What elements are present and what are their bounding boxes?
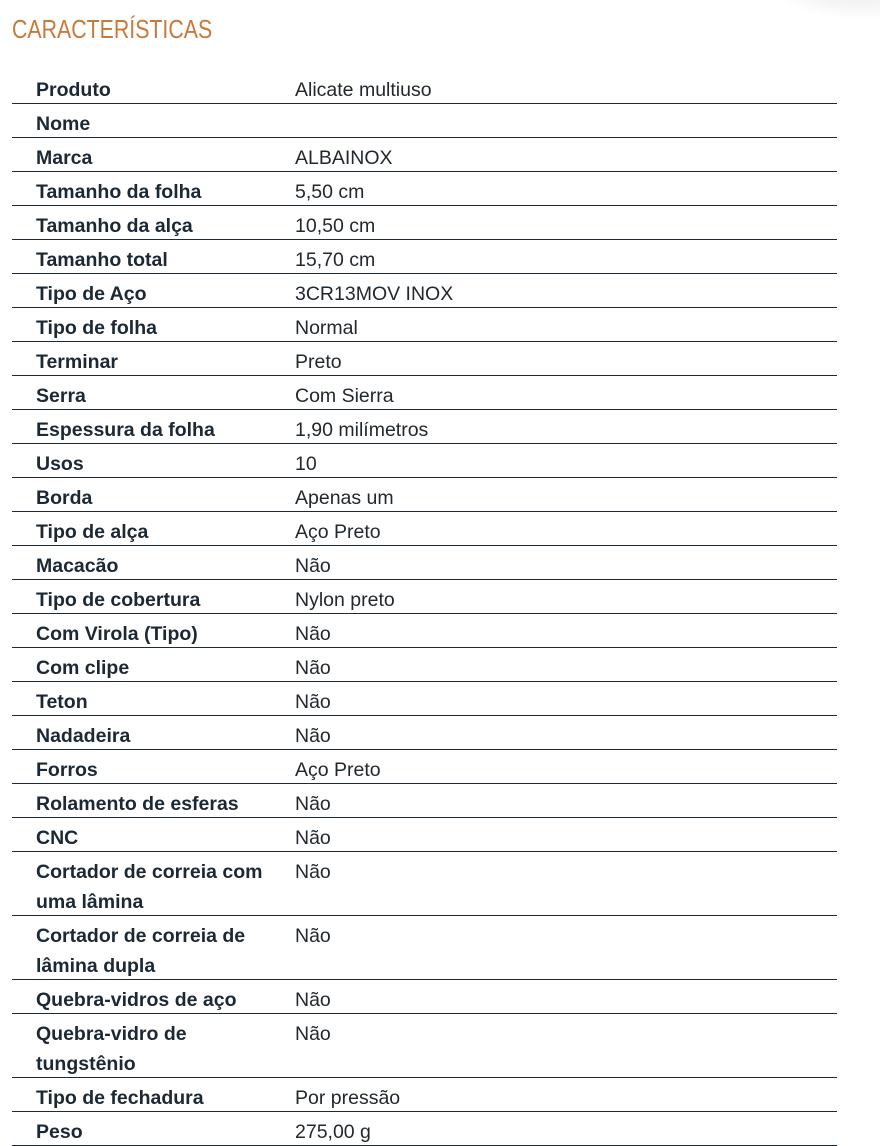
spec-row-cortador-uma-lamina (12, 852, 837, 916)
spec-row-tamanho-folha (12, 172, 837, 206)
spec-row-usos (12, 444, 837, 478)
spec-row-cortador-lamina-dupla (12, 916, 837, 980)
spec-value: Nylon preto (295, 589, 395, 611)
spec-value: 3CR13MOV INOX (295, 283, 454, 305)
spec-value: 275,00 g (295, 1121, 371, 1143)
spec-label: Nome (36, 113, 91, 135)
spec-value: Aço Preto (295, 521, 381, 543)
spec-value: Não (295, 793, 331, 815)
spec-value: Apenas um (295, 487, 394, 509)
spec-row-macacao (12, 546, 837, 580)
spec-label: Rolamento de esferas (36, 793, 239, 815)
spec-label: Tamanho total (36, 249, 168, 271)
spec-row-tamanho-total (12, 240, 837, 274)
spec-row-produto (12, 70, 837, 104)
spec-value: Não (295, 1023, 331, 1045)
spec-row-tipo-alca (12, 512, 837, 546)
spec-label: Serra (36, 385, 86, 407)
spec-label: Usos (36, 453, 84, 475)
spec-row-espessura-folha (12, 410, 837, 444)
spec-row-com-clipe (12, 648, 837, 682)
spec-row-peso (12, 1112, 837, 1146)
spec-row-quebra-vidro-tungstenio (12, 1014, 837, 1078)
spec-label: Tipo de fechadura (36, 1087, 204, 1109)
spec-value: Não (295, 691, 331, 713)
spec-row-teton (12, 682, 837, 716)
spec-value: Não (295, 989, 331, 1011)
spec-value: 5,50 cm (295, 181, 365, 203)
spec-row-com-virola (12, 614, 837, 648)
spec-row-tipo-folha (12, 308, 837, 342)
spec-label: Com Virola (Tipo) (36, 623, 198, 645)
spec-value (295, 104, 837, 109)
spec-row-quebra-vidros-aco (12, 980, 837, 1014)
spec-label: Cortador de correia com uma lâmina (36, 861, 263, 913)
spec-row-rolamento (12, 784, 837, 818)
spec-value: Com Sierra (295, 385, 394, 407)
spec-value: Normal (295, 317, 358, 339)
spec-value: Não (295, 725, 331, 747)
spec-label: Terminar (36, 351, 118, 373)
spec-value: Aço Preto (295, 759, 381, 781)
spec-label: Tamanho da alça (36, 215, 193, 237)
spec-row-nome (12, 104, 837, 138)
corner-shadow (770, 0, 880, 20)
spec-label: CNC (36, 827, 79, 849)
spec-row-tipo-aco (12, 274, 837, 308)
spec-row-tamanho-alca (12, 206, 837, 240)
spec-label: Borda (36, 487, 93, 509)
spec-label: Teton (36, 691, 88, 713)
spec-label: Tipo de cobertura (36, 589, 201, 611)
spec-value: Não (295, 623, 331, 645)
spec-value: ALBAINOX (295, 147, 393, 169)
spec-row-nadadeira (12, 716, 837, 750)
spec-label: Com clipe (36, 657, 130, 679)
spec-label: Tipo de folha (36, 317, 157, 339)
spec-value: Não (295, 555, 331, 577)
spec-row-tipo-cobertura (12, 580, 837, 614)
spec-label: Tipo de alça (36, 521, 149, 543)
spec-row-cnc (12, 818, 837, 852)
spec-label: Forros (36, 759, 98, 781)
spec-value: Não (295, 827, 331, 849)
spec-row-forros (12, 750, 837, 784)
spec-label: Quebra-vidro de tungstênio (36, 1023, 187, 1075)
spec-label: Cortador de correia de lâmina dupla (36, 925, 246, 977)
spec-label: Tipo de Aço (36, 283, 147, 305)
spec-row-tipo-fechadura (12, 1078, 837, 1112)
spec-row-serra (12, 376, 837, 410)
spec-label: Peso (36, 1121, 83, 1143)
section-title: CARACTERÍSTICAS (12, 14, 213, 44)
spec-value: Alicate multiuso (295, 79, 432, 101)
spec-value: Não (295, 861, 331, 883)
spec-label: Quebra-vidros de aço (36, 989, 237, 1011)
spec-row-terminar (12, 342, 837, 376)
spec-row-marca (12, 138, 837, 172)
spec-label: Espessura da folha (36, 419, 215, 441)
spec-value: 10 (295, 453, 317, 475)
spec-label: Produto (36, 79, 111, 101)
spec-value: 1,90 milímetros (295, 419, 429, 441)
spec-value: Preto (295, 351, 342, 373)
spec-value: Por pressão (295, 1087, 401, 1109)
specs-table (12, 70, 837, 1146)
spec-row-borda (12, 478, 837, 512)
spec-label: Tamanho da folha (36, 181, 202, 203)
spec-value: 10,50 cm (295, 215, 376, 237)
spec-value: Não (295, 925, 331, 947)
spec-label: Marca (36, 147, 93, 169)
spec-value: 15,70 cm (295, 249, 376, 271)
spec-label: Nadadeira (36, 725, 131, 747)
spec-value: Não (295, 657, 331, 679)
spec-label: Macacão (36, 555, 119, 577)
